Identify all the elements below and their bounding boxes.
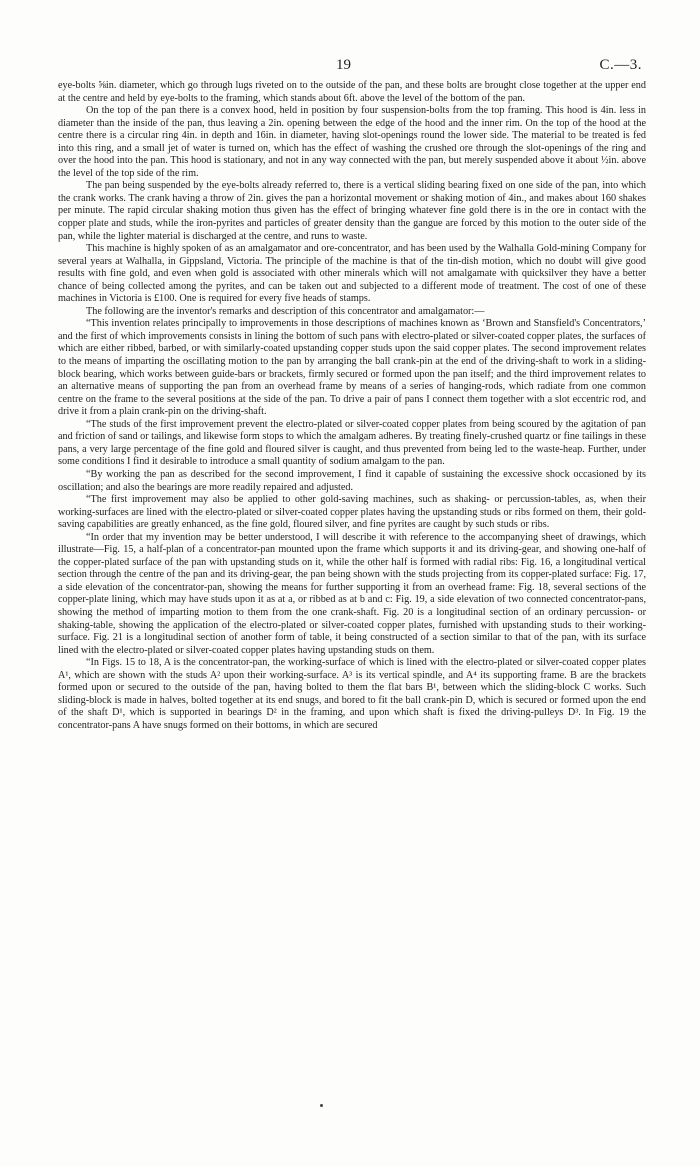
paragraph: “The studs of the first improvement prevent the electro-plated or silver-coated copper plates from being scoured by the agitation of pan and friction of sand or tailings, and likewise form stops to which the amalgam adheres. By treating finely-crushed quartz or fine tailings in these pans, a very large percentage of the fine gold and floured silver is caught, and thus prevented from being led to the waste-heap. Further, under some conditions I find it desirable to introduce a small quantity of sodium amalgam to the pan. — [58, 418, 646, 468]
paragraph: “The first improvement may also be applied to other gold-saving machines, such as shaking- or percussion-tables, as, when their working-surfaces are lined with the electro-plated or silver-coated copper plates having the upstanding studs or ribs formed on them, their gold-saving capabilities are greatly enhanced, as the fine gold, floured silver, and fine pyrites are caught by such studs or ribs. — [58, 494, 646, 531]
document-reference: C.—3. — [599, 57, 642, 73]
paragraph: The pan being suspended by the eye-bolts already referred to, there is a vertical sliding bearing fixed on one side of the pan, into which the crank works. The crank having a throw of 2in. gives the pan a horizontal movement or shaking motion of 4in., and makes about 160 shakes per minute. The rapid circular shaking motion thus given has the effect of bringing whatever fine gold there is in the ore in contact with the copper plate and studs, while the iron-pyrites and particles of greater density than the gangue are forced by this motion to the outer side of the pan, while the lighter material is discharged at the centre, and runs to waste. — [58, 180, 646, 242]
paragraph: “By working the pan as described for the second improvement, I find it capable of sustaining the excessive shock occasioned by its oscillation; and also the bearings are more readily repaired and adjusted. — [58, 468, 646, 493]
page-number: 19 — [336, 57, 351, 73]
paragraph: This machine is highly spoken of as an amalgamator and ore-concentrator, and has been used by the Walhalla Gold-mining Company for several years at Walhalla, in Gippsland, Victoria. The principle of the machine is that of the tin-dish motion, which no doubt will give good results with fine gold, and even when gold is associated with other minerals which will not amalgamate with quicksilver they have a better chance of being collected among the pyrites, and can be taken out and subjected to a different mode of treatment. The cost of one of these machines in Victoria is £100. One is required for every five heads of stamps. — [58, 243, 646, 305]
paragraph: eye-bolts ⅝in. diameter, which go through lugs riveted on to the outside of the pan, and these bolts are brought close together at the upper end at the centre and held by eye-bolts to the framing, which stands about 6ft. above the level of the bottom of the pan. — [58, 80, 646, 104]
paragraph: The following are the inventor's remarks and description of this concentrator and amalgamator:— — [86, 305, 485, 317]
document-body — [58, 80, 646, 732]
paragraph: “This invention relates principally to improvements in those descriptions of machines known as ‘Brown and Stansfield's Concentrators,’ and the first of which improvements consists in lining the bottom of such pans with electro-plated or silver-coated copper plates, the surfaces of which are either ribbed, barbed, or with similarly-coated upstanding copper studs upon the said copper plates. The second improvement relates to the means of imparting the oscillating motion to the pan by arranging the ball crank-pin at the end of the driving-shaft to work in a sliding-block bearing, which works between guide-bars or brackets, firmly secured or formed upon the pan itself; and the third improvement relates to an alternative means of supporting the pan from an overhead frame by means of a series of hanging-rods, which radiate from one common centre on the frame to the several positions at the side of the pan. To drive a pair of pans I connect them together with a slot eccentric rod, and drive it from a plain crank-pin on the driving-shaft. — [58, 318, 646, 418]
paragraph: “In order that my invention may be better understood, I will describe it with reference to the accompanying sheet of drawings, which illustrate—Fig. 15, a half-plan of a concentrator-pan mounted upon the frame which supports it and its driving-gear, and showing one-half of the copper-plated surface of the pan with upstanding studs on it, while the other half is formed with radial ribs: Fig. 16, a longitudinal vertical section through the centre of the pan and its driving-gear, the pan being shown with the studs projecting from its copper-plated surface: Fig. 17, a side elevation of the concentrator-pan, showing the means for further supporting it from an overhead frame: Fig. 18, several sections of the copper-plate lining, which may have studs upon it as at a, or ribbed as at b and c: Fig. 19, a side elevation of two connected concentrator-pans, showing the method of imparting motion to them from the one crank-shaft. Fig. 20 is a longitudinal section of an ordinary percussion- or shaking-table, showing the application of the electro-plated or silver-coated copper plates, furnished with upstanding studs to their working-surface. Fig. 21 is a longitudinal section of another form of table, it being constructed of a section similar to that of the pan, with its surface lined with the electro-plated or silver-coated copper plates having upstanding studs on them. — [58, 531, 646, 656]
page-header — [0, 57, 700, 77]
paragraph: “In Figs. 15 to 18, A is the concentrator-pan, the working-surface of which is lined with the electro-plated or silver-coated copper plates A¹, which are shown with the studs A² upon their working-surface. A³ is its vertical spindle, and A⁴ its supporting frame. B are the brackets formed upon or secured to the outside of the pan, having bolted to them the flat bars B¹, between which the sliding-block C works. Such sliding-block is made in halves, bolted together at its end snugs, and bored to fit the ball crank-pin D, which is secured or formed upon the end of the shaft D¹, which is supported in bearings D² in the framing, and upon which shaft is fixed the driving-pulleys D³. In Fig. 19 the concentrator-pans A have snugs formed on their bottoms, in which are secured — [58, 657, 646, 731]
page-mark — [320, 1104, 323, 1107]
paragraph: On the top of the pan there is a convex hood, held in position by four suspension-bolts from the top framing. This hood is 4in. less in diameter than the inside of the pan, thus leaving a 2in. opening between the edge of the hood and the inner rim. On the top of the hood at the centre there is a circular ring 4in. in depth and 16in. in diameter, having slot-openings round the lower side. The material to be treated is fed into this ring, and a small jet of water is turned on, which has the effect of washing the crushed ore through the slot-openings of the ring and over the hood into the pan. This hood is stationary, and not in any way connected with the pan, but merely suspended above it about ½in. above the level of the top side of the rim. — [58, 105, 646, 179]
